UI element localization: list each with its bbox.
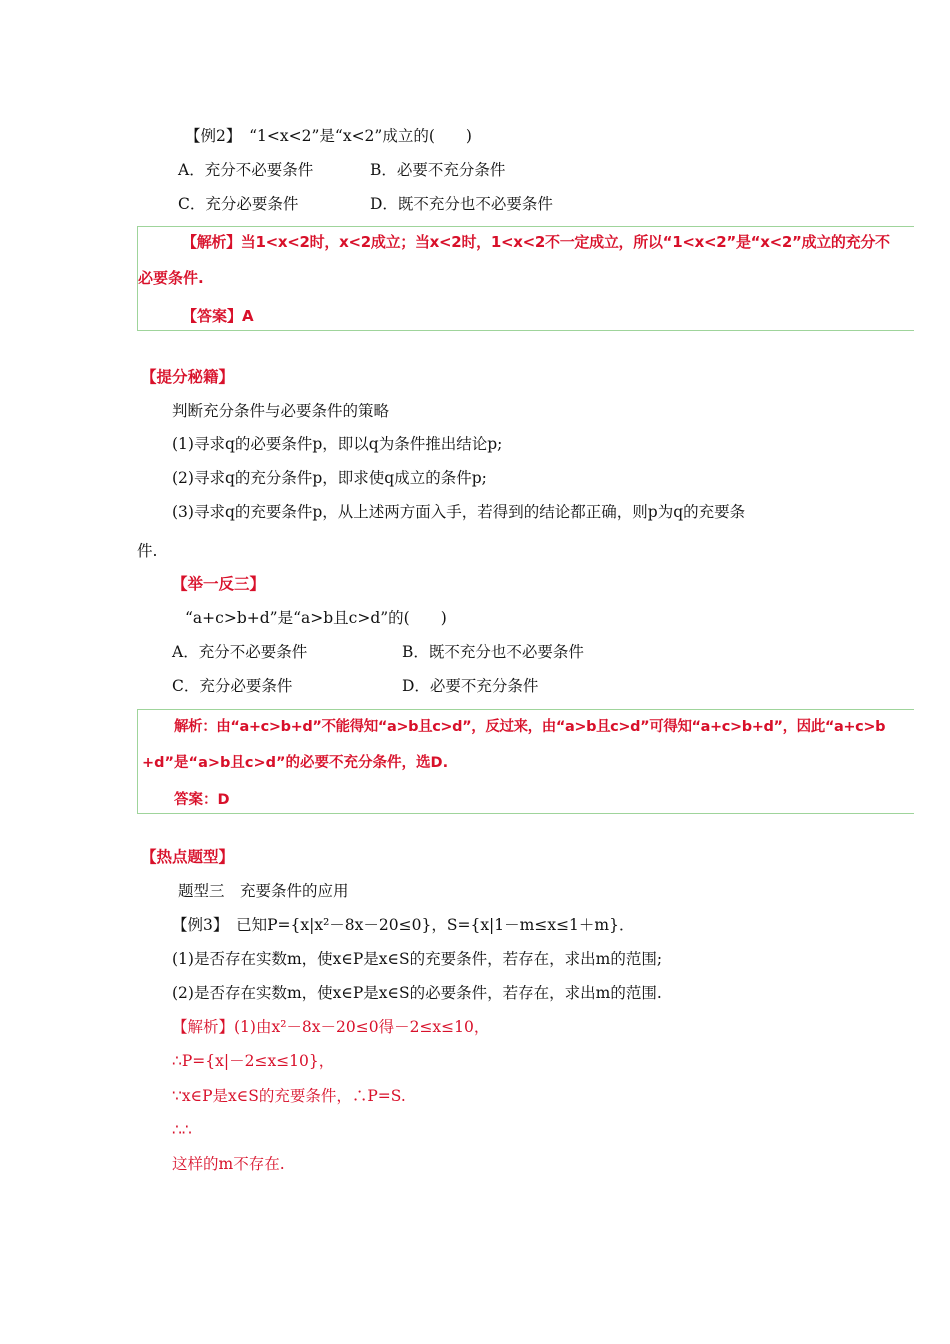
- example3-statement: 【例3】 已知P={x|x²－8x－20≤0}，S={x|1－m≤x≤1＋m}．: [172, 916, 635, 934]
- solution-line-2: ∴P={x|－2≤x≤10}，: [172, 1052, 335, 1070]
- example2-analysis-line2: 必要条件.: [138, 269, 204, 287]
- tips-heading: 【提分秘籍】: [141, 367, 235, 386]
- solution-line-4: ∴∴: [172, 1121, 192, 1139]
- example2-analysis-line1: 【解析】当1<x<2时，x<2成立；当x<2时，1<x<2不一定成立，所以“1<x<2”是“x<2”成立的充分不: [182, 233, 890, 251]
- practice-option-c: C．充分必要条件: [172, 677, 293, 695]
- practice-answer: 答案：D: [174, 792, 230, 808]
- practice-analysis-line1: 解析：由“a+c>b+d”不能得知“a>b且c>d”，反过来，由“a>b且c>d”可得知“a+c>b+d”，因此“a+c>b: [174, 719, 886, 735]
- example2-option-d: D．既不充分也不必要条件: [370, 195, 553, 213]
- practice-option-a: A．充分不必要条件: [172, 643, 308, 661]
- tips-item-3-cont: 件.: [137, 542, 158, 560]
- tips-item-3: (3)寻求q的充要条件p，从上述两方面入手，若得到的结论都正确，则p为q的充要条: [172, 503, 746, 521]
- example2-option-c: C．充分必要条件: [178, 195, 299, 213]
- practice-analysis-line2: +d”是“a>b且c>d”的必要不充分条件，选D.: [142, 755, 449, 771]
- practice-option-b: B．既不充分也不必要条件: [402, 643, 584, 661]
- example2-option-a: A．充分不必要条件: [178, 161, 314, 179]
- example3-question-1: (1)是否存在实数m，使x∈P是x∈S的充要条件，若存在，求出m的范围;: [172, 950, 663, 968]
- hot-topics-heading: 【热点题型】: [141, 847, 235, 866]
- tips-item-1: (1)寻求q的必要条件p，即以q为条件推出结论p;: [172, 435, 503, 453]
- example2-option-b: B．必要不充分条件: [370, 161, 506, 179]
- solution-line-1: 【解析】(1)由x²－8x－20≤0得－2≤x≤10，: [172, 1018, 490, 1036]
- solution-line-5: 这样的m不存在.: [172, 1155, 285, 1173]
- practice-heading: 【举一反三】: [172, 574, 266, 593]
- practice-option-d: D．必要不充分条件: [402, 677, 539, 695]
- topic-title: 题型三 充要条件的应用: [178, 882, 349, 900]
- example2-analysis-box: [137, 226, 914, 331]
- practice-question: “a+c>b+d”是“a>b且c>d”的( ): [185, 609, 447, 627]
- solution-line-3: ∵x∈P是x∈S的充要条件，∴P=S.: [172, 1087, 406, 1105]
- example3-question-2: (2)是否存在实数m，使x∈P是x∈S的必要条件，若存在，求出m的范围.: [172, 984, 662, 1002]
- tips-intro: 判断充分条件与必要条件的策略: [172, 402, 390, 420]
- practice-analysis-box: [137, 709, 914, 814]
- tips-item-2: (2)寻求q的充分条件p，即求使q成立的条件p;: [172, 469, 487, 487]
- example2-question: 【例2】 “1<x<2”是“x<2”成立的( ): [185, 127, 472, 145]
- example2-answer: 【答案】A: [182, 307, 254, 325]
